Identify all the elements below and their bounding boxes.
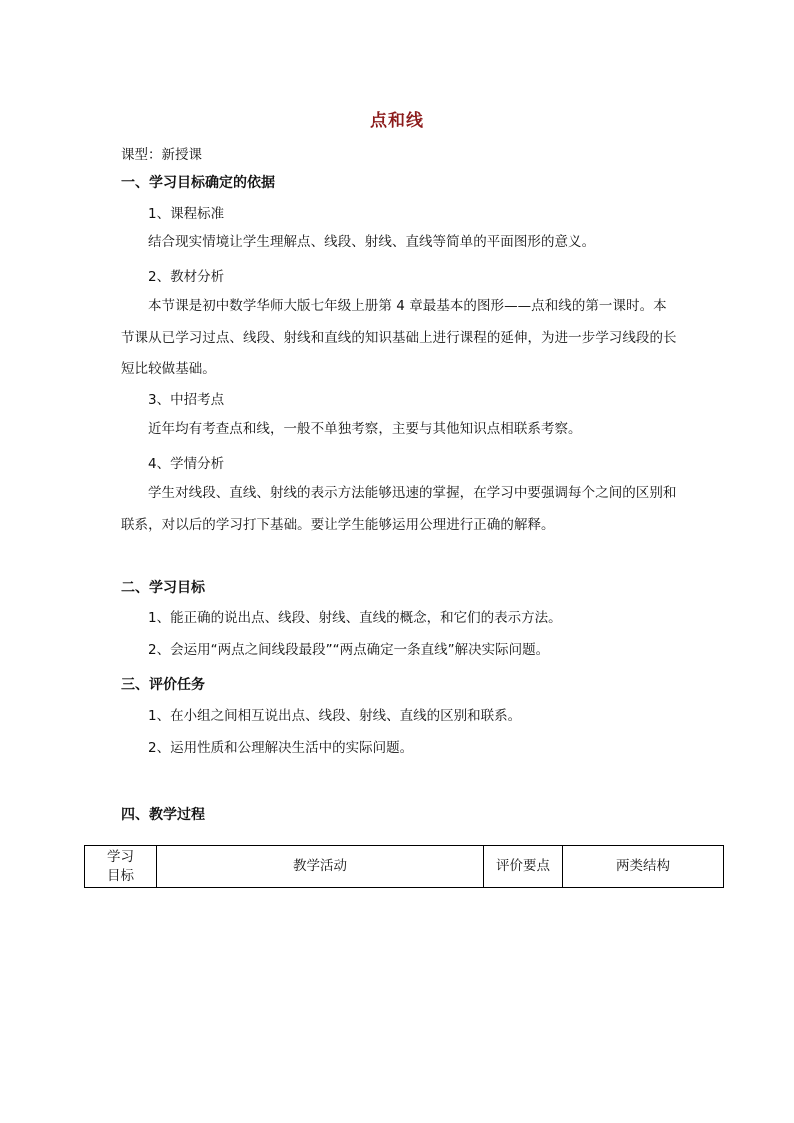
header-learning-goal: [85, 846, 157, 888]
evaluation-task-item: 1、在小组之间相互说出点、线段、射线、直线的区别和联系。: [148, 708, 522, 724]
subheading-exam-points: 3、中招考点: [148, 392, 225, 408]
paragraph-exam-points: 近年均有考查点和线，一般不单独考察，主要与其他知识点相联系考察。: [148, 421, 582, 437]
section-heading-4: 四、教学过程: [121, 807, 205, 823]
section-heading-2: 二、学习目标: [121, 580, 205, 596]
paragraph-curriculum-standard: 结合现实情境让学生理解点、线段、射线、直线等简单的平面图形的意义。: [148, 234, 596, 250]
section-heading-3: 三、评价任务: [121, 677, 205, 693]
header-learning-goal-line1: 学习: [107, 848, 134, 865]
document-title: 点和线: [370, 111, 424, 131]
course-type: 课型：新授课: [121, 147, 202, 163]
paragraph-textbook-analysis: 本节课是初中数学华师大版七年级上册第 4 章最基本的图形——点和线的第一课时。本节课从已学习过点、线段、射线和直线的知识基础上进行课程的延伸，为进一步学习线段的长短比较做基础。: [121, 298, 677, 377]
table-header-row: [85, 846, 724, 888]
header-teaching-activity: 教学活动: [157, 846, 484, 888]
learning-goal-item: 1、能正确的说出点、线段、射线、直线的概念，和它们的表示方法。: [148, 610, 562, 626]
evaluation-task-item: 2、运用性质和公理解决生活中的实际问题。: [148, 740, 414, 756]
header-two-structures: 两类结构: [563, 846, 724, 888]
subheading-textbook-analysis: 2、教材分析: [148, 269, 225, 285]
subheading-curriculum-standard: 1、课程标准: [148, 206, 225, 222]
learning-goal-item: 2、会运用“两点之间线段最段”“两点确定一条直线”解决实际问题。: [148, 642, 550, 658]
header-evaluation-points: 评价要点: [484, 846, 563, 888]
section-heading-1: 一、学习目标确定的依据: [121, 175, 275, 191]
subheading-student-analysis: 4、学情分析: [148, 456, 225, 472]
teaching-process-table: [84, 845, 724, 888]
header-learning-goal-line2: 目标: [107, 867, 134, 884]
paragraph-student-analysis: 学生对线段、直线、射线的表示方法能够迅速的掌握，在学习中要强调每个之间的区别和联系，对以后的学习打下基础。要让学生能够运用公理进行正确的解释。: [121, 485, 677, 533]
